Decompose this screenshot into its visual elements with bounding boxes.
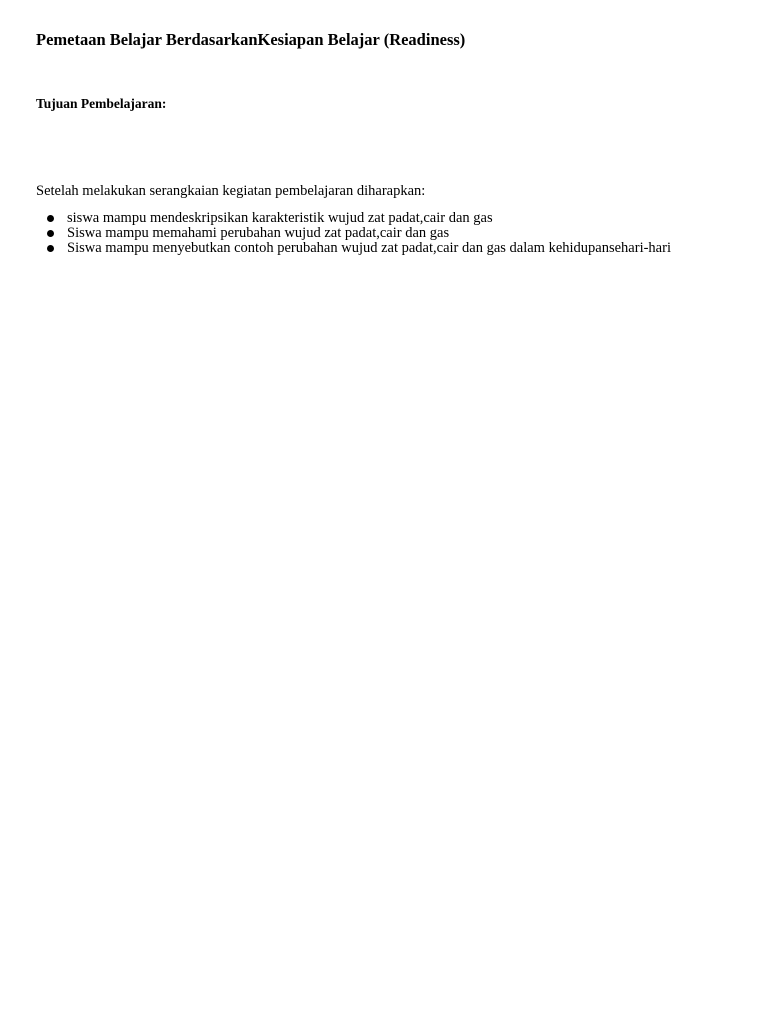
- objective-text: siswa mampu mendeskripsikan karakteristik wujud zat padat,cair dan gas: [67, 210, 493, 226]
- objective-text: Siswa mampu menyebutkan contoh perubahan wujud zat padat,cair dan gas dalam kehidupansehari-hari: [67, 240, 671, 256]
- section-heading: Tujuan Pembelajaran:: [36, 96, 167, 111]
- list-item: [36, 241, 736, 256]
- intro-paragraph: Setelah melakukan serangkaian kegiatan pembelajaran diharapkan:: [36, 183, 426, 199]
- bullet-icon: [47, 215, 54, 222]
- bullet-icon: [47, 245, 54, 252]
- objectives-list: [36, 211, 736, 256]
- list-item: [36, 211, 736, 226]
- list-item: [36, 226, 736, 241]
- page-title: Pemetaan Belajar BerdasarkanKesiapan Belajar (Readiness): [36, 30, 466, 49]
- bullet-icon: [47, 230, 54, 237]
- objective-text: Siswa mampu memahami perubahan wujud zat padat,cair dan gas: [67, 225, 450, 241]
